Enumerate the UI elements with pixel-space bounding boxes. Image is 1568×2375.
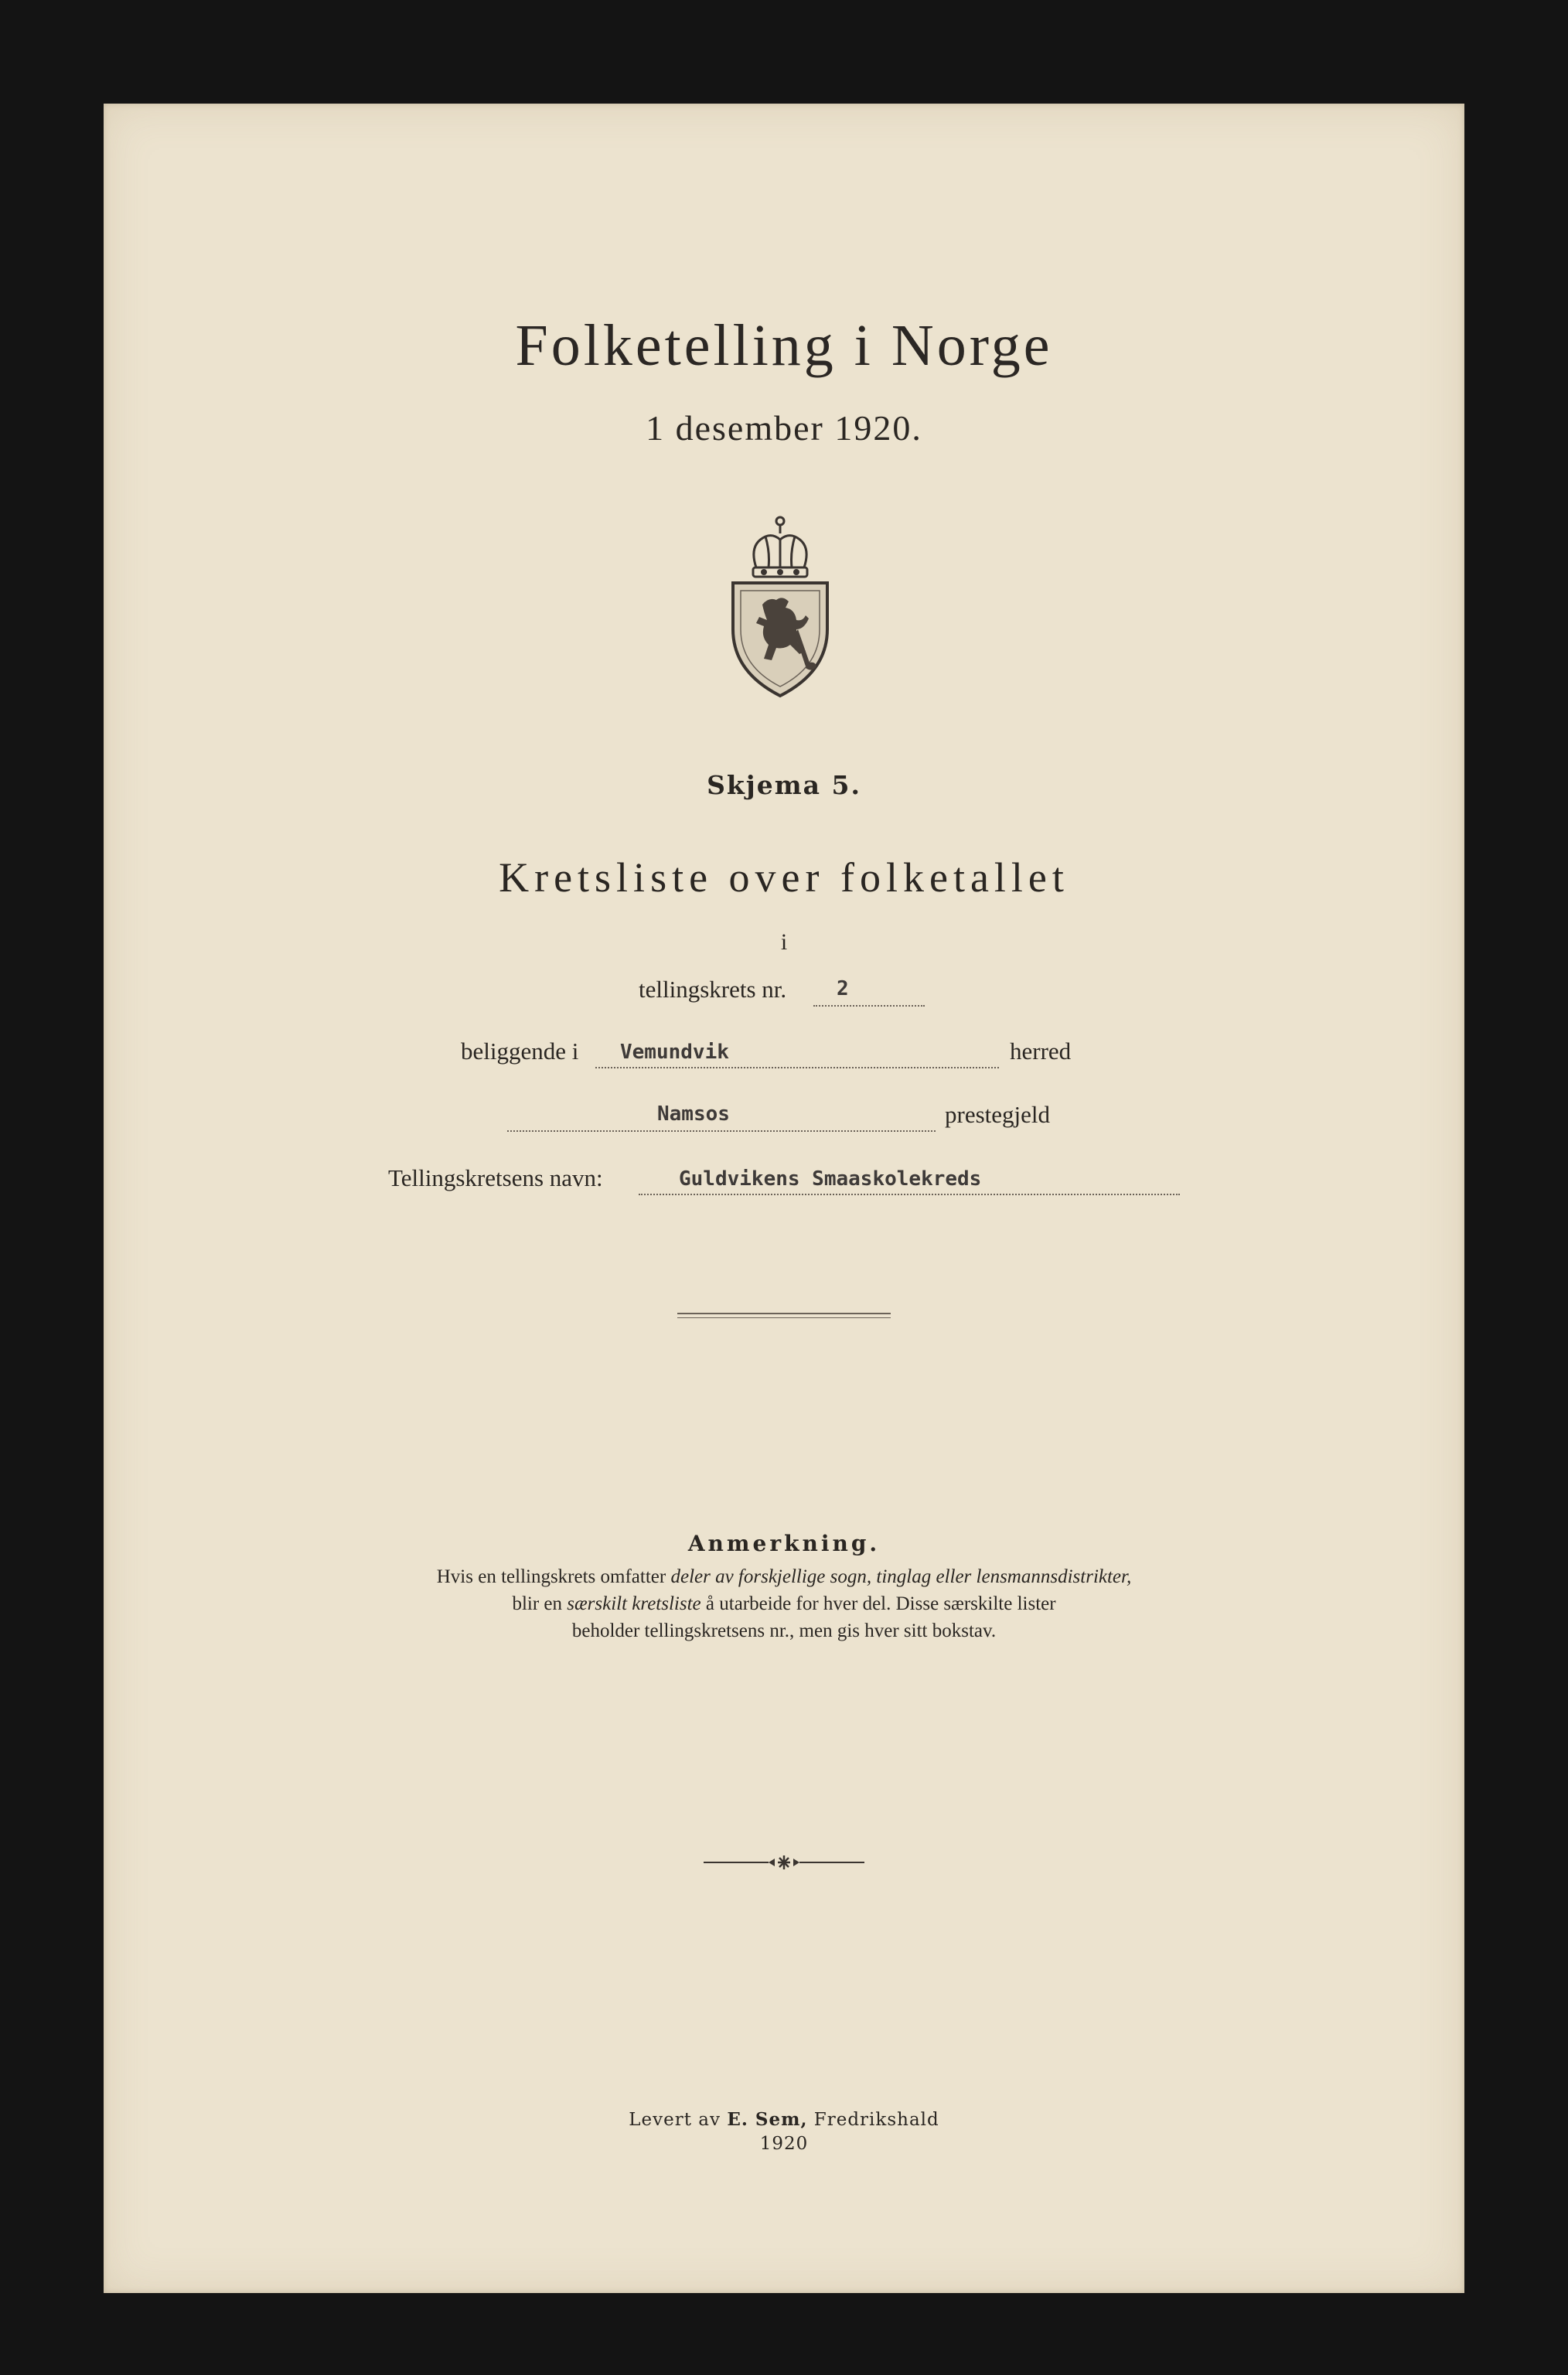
form-date: 1 desember 1920.: [646, 408, 922, 448]
printer-year: 1920: [759, 2134, 809, 2154]
note-line-3: beholder tellingskretsens nr., men gis hver sitt bokstav.: [571, 1620, 997, 1641]
connector-word: i: [780, 929, 788, 955]
schema-number: Skjema 5.: [707, 770, 861, 800]
note-line-2: blir en særskilt kretsliste å utarbeide for hver del. Disse særskilte lister: [512, 1593, 1056, 1614]
note-text: [104, 1563, 1464, 1644]
printer-credit: Levert av E. Sem, Fredrikshald: [629, 2109, 939, 2130]
krets-name-line: [639, 1194, 1180, 1195]
krets-number-label: tellingskrets nr.: [639, 976, 787, 1003]
note-title: Anmerkning.: [687, 1531, 881, 1556]
norwegian-coat-of-arms-icon: [725, 513, 835, 699]
prestegjeld-line: [507, 1130, 936, 1132]
krets-name-label: Tellingskretsens navn:: [388, 1164, 603, 1191]
prestegjeld-value: Namsos: [657, 1102, 730, 1126]
form-title: Folketelling i Norge: [515, 313, 1053, 378]
ornament-divider-icon: [702, 1854, 866, 1871]
krets-number-value: 2: [837, 977, 849, 1000]
herred-value: Vemundvik: [620, 1041, 729, 1064]
note-line-1: Hvis en tellingskrets omfatter deler av forskjellige sogn, tinglag eller lensmannsdistrikter,: [436, 1566, 1132, 1587]
section-divider: [677, 1313, 891, 1314]
beliggende-label: beliggende i: [461, 1038, 579, 1065]
herred-line: [595, 1067, 999, 1068]
krets-number-line: [813, 1005, 925, 1007]
krets-name-value: Guldvikens Smaaskolekreds: [679, 1167, 982, 1191]
form-heading: Kretsliste over folketallet: [499, 854, 1069, 901]
prestegjeld-label: prestegjeld: [945, 1101, 1051, 1128]
section-divider-lower: [677, 1317, 891, 1318]
herred-label: herred: [1010, 1038, 1072, 1065]
census-form-page: [104, 104, 1464, 2293]
